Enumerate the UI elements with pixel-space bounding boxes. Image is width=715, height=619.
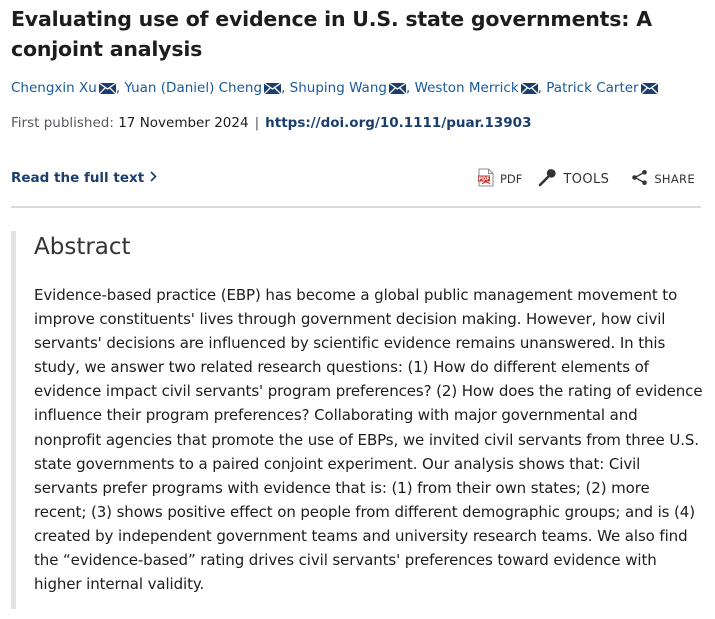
doi-link[interactable]: https://doi.org/10.1111/puar.13903: [265, 115, 532, 131]
abstract-heading: Abstract: [34, 234, 131, 260]
author-item: [415, 80, 547, 96]
author-separator: ,: [405, 80, 415, 96]
author-item: [290, 80, 415, 96]
abstract-text: Evidence-based practice (EBP) has become a global public management movement to improve constituents' lives through government decision making. However, how civil servants' decisions are influenced by scientific evidence remains unanswered. In this study, we answer two related research questions: (1) How do different elements of evidence impact civil servants' program preferences? (2) How does the rating of evidence influence their program preferences? Collaborating with major governmental and nonprofit agencies that promote the use of EBPs, we invited civil servants from three U.S. state governments to a paired conjoint experiment. Our analysis shows that: Civil servants prefer programs with evidence that is: (1) from their own states; (2) more recent; (3) shows positive effect on people from different demographic groups; and is (4) created by independent government teams and university research teams. We also find the “evidence-based” rating drives civil servants' preferences toward evidence with higher internal validity.: [34, 286, 703, 594]
author-name-link[interactable]: Weston Merrick: [414, 80, 519, 96]
pdf-button[interactable]: [478, 168, 522, 190]
article-title: Evaluating use of evidence in U.S. state governments: A conjoint analysis: [11, 7, 652, 61]
email-icon[interactable]: [521, 80, 538, 100]
wrench-icon: [538, 168, 557, 191]
published-date: 17 November 2024: [118, 115, 249, 131]
publication-info: [11, 113, 531, 133]
pdf-icon: [478, 168, 494, 190]
tools-label: TOOLS: [563, 171, 610, 187]
author-separator: ,: [281, 80, 290, 96]
author-item: [124, 80, 289, 96]
pdf-label: PDF: [500, 172, 523, 186]
email-icon[interactable]: [264, 80, 281, 100]
author-item: [546, 80, 657, 96]
tools-button[interactable]: [538, 168, 609, 191]
email-icon[interactable]: [389, 80, 406, 100]
author-name-link[interactable]: Chengxin Xu: [11, 80, 97, 96]
author-name-link[interactable]: Shuping Wang: [289, 80, 387, 96]
author-separator: ,: [537, 80, 547, 96]
email-icon[interactable]: [99, 80, 116, 100]
author-item: [11, 80, 124, 96]
email-icon[interactable]: [641, 80, 658, 100]
share-button[interactable]: [631, 169, 695, 189]
author-separator: ,: [115, 80, 125, 96]
share-label: SHARE: [654, 172, 695, 186]
section-divider: [11, 206, 701, 208]
read-full-text-label: Read the full text: [11, 170, 145, 186]
chevron-right-icon: [150, 168, 157, 188]
first-published-label: First published:: [11, 115, 114, 131]
author-list: [11, 78, 711, 100]
abstract-left-border: [11, 231, 16, 609]
article-toolbar: [478, 168, 695, 190]
info-separator: |: [254, 115, 260, 131]
read-full-text-link[interactable]: [11, 168, 157, 188]
author-name-link[interactable]: Patrick Carter: [546, 80, 639, 96]
svg-text:PDF: PDF: [478, 176, 490, 183]
share-icon: [631, 169, 648, 189]
author-name-link[interactable]: Yuan (Daniel) Cheng: [124, 80, 263, 96]
